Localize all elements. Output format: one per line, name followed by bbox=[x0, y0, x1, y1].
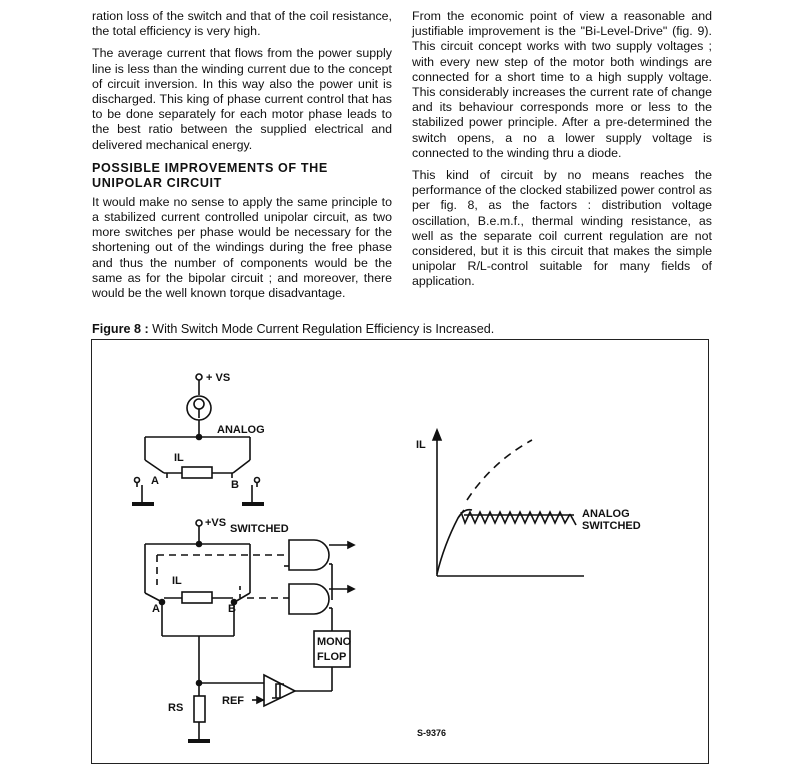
left-paragraph-1: ration loss of the switch and that of the coil resistance, the total efficiency is very high. bbox=[92, 9, 392, 39]
right-paragraph-1: From the economic point of view a reasonable and justifiable improvement is the "Bi-Level-Drive" (fig. 9). This circuit concept works with two supply voltages ; with every new step of the motor both windings are connected for a short time to a high supply voltage. This considerably increases the current rate of change and its behaviour corresponds more or less to the stabilized power principle. After a pre-determined the switch opens, a no a lower supply voltage is connected to the winding thru a diode. bbox=[412, 9, 712, 160]
vs-terminal-mid bbox=[196, 520, 202, 526]
figure-caption-label: Figure 8 : bbox=[92, 322, 149, 336]
label-vs-mid: +VS bbox=[205, 517, 227, 529]
label-ref: REF bbox=[222, 695, 244, 707]
label-graph-il: IL bbox=[416, 439, 426, 451]
figure-caption bbox=[92, 322, 494, 336]
and-gate-1 bbox=[289, 540, 329, 570]
switch-a-top bbox=[145, 460, 164, 473]
switch-b-top bbox=[233, 460, 250, 473]
figure-8 bbox=[91, 339, 709, 764]
right-column bbox=[412, 9, 712, 297]
label-il-mid: IL bbox=[172, 575, 182, 587]
section-heading: POSSIBLE IMPROVEMENTS OF THE UNIPOLAR CIRCUIT bbox=[92, 160, 328, 190]
sense-resistor bbox=[194, 696, 205, 722]
left-paragraph-2: The average current that flows from the power supply line is less than the winding current due to the concept of circuit inversion. In this way also the power unit is discharged. This king of phase current control that has to be done separately for each motor phase leads to the best ratio between the supplied electrical and delivered mechanical energy. bbox=[92, 46, 392, 152]
label-il-top: IL bbox=[174, 452, 184, 464]
analog-dashed-curve bbox=[467, 440, 532, 500]
label-graph-switched: SWITCHED bbox=[582, 520, 641, 532]
right-paragraph-2: This kind of circuit by no means reaches the performance of the clocked stabilized power control as per fig. 8, as the factors : distribution voltage oscillation, B.e.m.f., thermal winding resistance, as well as the separate coil current regulation are not considered, but it is this circuit that makes the simple unipolar R/L-control suitable for many fields of application. bbox=[412, 168, 712, 289]
label-rs: RS bbox=[168, 702, 184, 714]
label-switched: SWITCHED bbox=[230, 523, 289, 535]
and-gate-2 bbox=[289, 584, 329, 614]
winding-top bbox=[182, 467, 212, 478]
label-flop: FLOP bbox=[317, 651, 347, 663]
label-b-top: B bbox=[231, 479, 239, 491]
switched-ripple bbox=[461, 512, 570, 523]
label-a-top: A bbox=[151, 475, 159, 487]
left-column bbox=[92, 9, 392, 308]
label-vs-top: + VS bbox=[206, 372, 231, 384]
winding-mid bbox=[182, 592, 212, 603]
label-graph-analog: ANALOG bbox=[582, 508, 630, 520]
label-a-mid: A bbox=[152, 603, 160, 615]
label-analog: ANALOG bbox=[217, 424, 265, 436]
label-mono: MONO bbox=[317, 636, 352, 648]
vs-terminal-top bbox=[196, 374, 202, 380]
figure-caption-text: With Switch Mode Current Regulation Efficiency is Increased. bbox=[148, 322, 495, 336]
circuit-diagram bbox=[92, 340, 710, 765]
label-figure-code: S-9376 bbox=[417, 728, 447, 738]
left-paragraph-3: It would make no sense to apply the same principle to a stabilized current controlled unipolar circuit, as two more switches per phase would be necessary for the shortening out of the windings during the free phase and thus the number of components would be the same as for the bipolar circuit ; and moreover, there would be the well known torque disadvantage. bbox=[92, 194, 392, 301]
label-b-mid: B bbox=[228, 603, 236, 615]
